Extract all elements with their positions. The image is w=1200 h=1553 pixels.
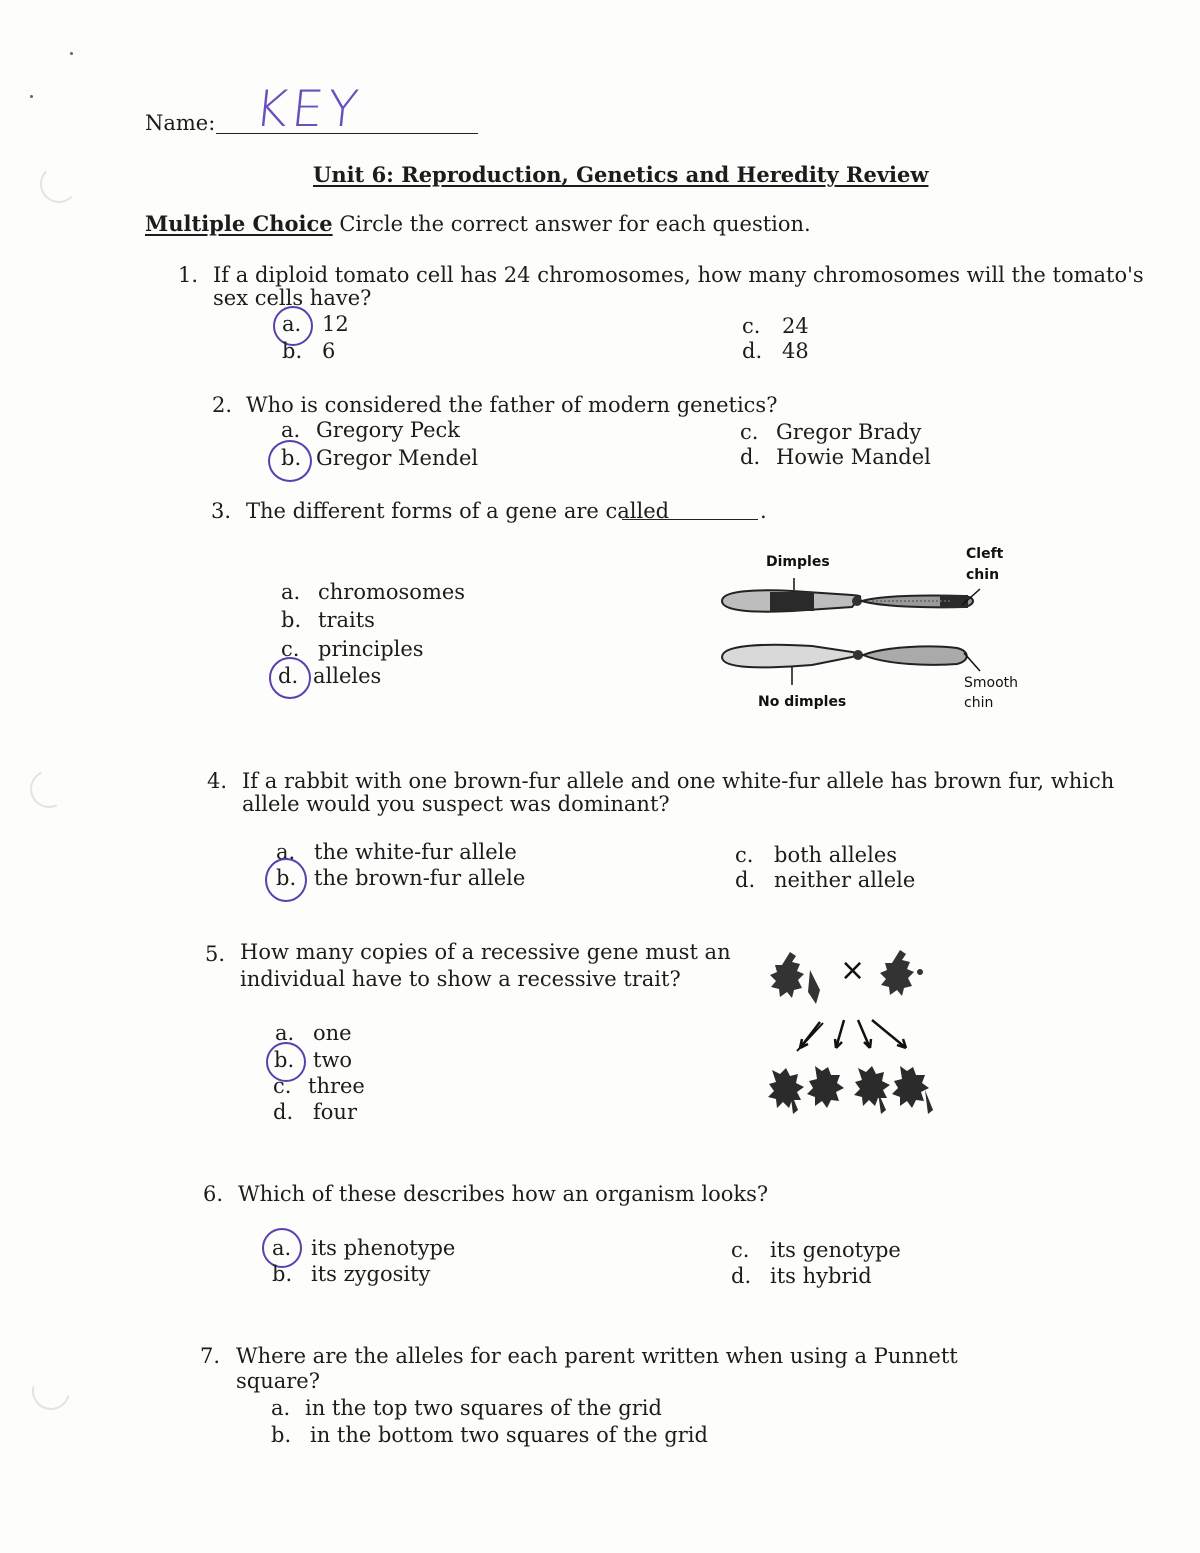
question-text: Who is considered the father of modern genetics? xyxy=(246,393,778,417)
punch-hole xyxy=(25,1365,77,1417)
option-letter[interactable]: a. xyxy=(275,1021,295,1045)
option-text[interactable]: Howie Mandel xyxy=(776,445,931,469)
question-text: How many copies of a recessive gene must an xyxy=(240,940,731,964)
option-letter[interactable]: b. xyxy=(282,339,303,363)
option-text[interactable]: its phenotype xyxy=(311,1236,456,1260)
option-letter[interactable]: b. xyxy=(281,608,302,632)
figure-label-chin: chin xyxy=(964,695,994,711)
option-letter[interactable]: b. xyxy=(281,446,302,470)
question-text: square? xyxy=(236,1369,320,1393)
option-text[interactable]: traits xyxy=(318,608,375,632)
option-text[interactable]: two xyxy=(313,1048,353,1072)
option-text[interactable]: alleles xyxy=(313,664,382,688)
option-text[interactable]: chromosomes xyxy=(318,580,466,604)
option-letter[interactable]: d. xyxy=(735,868,756,892)
option-letter[interactable]: c. xyxy=(281,637,300,661)
question-text: If a diploid tomato cell has 24 chromosomes, how many chromosomes will the tomato's xyxy=(213,263,1144,287)
option-letter[interactable]: d. xyxy=(740,445,761,469)
option-text[interactable]: Gregory Peck xyxy=(316,418,461,442)
option-text[interactable]: the brown-fur allele xyxy=(314,866,526,890)
option-text[interactable]: both alleles xyxy=(774,843,898,867)
figure-label-no-dimples: No dimples xyxy=(758,694,847,710)
option-letter[interactable]: d. xyxy=(731,1264,752,1288)
answer-circle xyxy=(265,858,307,902)
answer-circle xyxy=(268,440,312,482)
question-text: Where are the alleles for each parent written when using a Punnett xyxy=(236,1344,958,1368)
question-number: 2. xyxy=(212,393,233,417)
blank-period: . xyxy=(760,499,767,523)
option-text[interactable]: one xyxy=(313,1021,352,1045)
option-letter[interactable]: b. xyxy=(271,1423,292,1447)
option-letter[interactable]: d. xyxy=(278,664,299,688)
option-text[interactable]: 24 xyxy=(782,314,809,338)
instructions-line xyxy=(145,211,811,236)
option-letter[interactable]: a. xyxy=(271,1396,291,1420)
option-letter[interactable]: a. xyxy=(276,840,296,864)
punch-hole xyxy=(40,165,78,203)
option-text[interactable]: in the bottom two squares of the grid xyxy=(310,1423,708,1447)
page-title: Unit 6: Reproduction, Genetics and Heredity Review xyxy=(313,162,929,187)
option-letter[interactable]: a. xyxy=(281,418,301,442)
question-text: If a rabbit with one brown-fur allele and one white-fur allele has brown fur, which xyxy=(242,769,1115,793)
question-text: The different forms of a gene are called xyxy=(246,499,670,523)
answer-circle xyxy=(269,657,311,699)
figure-label-dimples: Dimples xyxy=(766,554,830,570)
option-letter[interactable]: a. xyxy=(272,1236,292,1260)
question-number: 3. xyxy=(211,499,232,523)
question-number: 7. xyxy=(200,1344,221,1368)
option-text[interactable]: 12 xyxy=(322,312,349,336)
punch-hole xyxy=(25,765,74,814)
answer-blank xyxy=(622,519,758,520)
chromosome-top xyxy=(722,590,973,611)
option-text[interactable]: its hybrid xyxy=(770,1264,872,1288)
option-text[interactable]: 48 xyxy=(782,339,809,363)
question-text: sex cells have? xyxy=(213,286,372,310)
scan-speck xyxy=(70,52,73,55)
question-text: allele would you suspect was dominant? xyxy=(242,792,670,816)
pointer-line xyxy=(964,653,980,671)
option-text[interactable]: neither allele xyxy=(774,868,916,892)
option-text[interactable]: Gregor Mendel xyxy=(316,446,479,470)
name-value[interactable]: KEY xyxy=(251,80,365,138)
figure-label-cleft: Cleft xyxy=(966,546,1004,562)
option-letter[interactable]: c. xyxy=(731,1238,750,1262)
option-letter[interactable]: a. xyxy=(282,312,302,336)
figure-label-chin: chin xyxy=(966,567,1000,583)
figure-label-smooth: Smooth xyxy=(964,675,1019,691)
option-letter[interactable]: a. xyxy=(281,580,301,604)
option-text[interactable]: in the top two squares of the grid xyxy=(305,1396,662,1420)
option-text[interactable]: its zygosity xyxy=(311,1262,431,1286)
option-text[interactable]: principles xyxy=(318,637,424,661)
name-label: Name: xyxy=(145,111,216,135)
offspring-plants xyxy=(768,1066,933,1114)
question-number: 1. xyxy=(178,263,199,287)
option-text[interactable]: its genotype xyxy=(770,1238,901,1262)
chromosome-bottom xyxy=(722,645,967,668)
option-text[interactable]: Gregor Brady xyxy=(776,420,922,444)
option-text[interactable]: four xyxy=(313,1100,357,1124)
section-label: Multiple Choice xyxy=(145,211,333,236)
option-letter[interactable]: c. xyxy=(735,843,754,867)
cross-symbol: × xyxy=(840,953,866,988)
parent-plant-left xyxy=(770,952,820,1004)
option-letter[interactable]: c. xyxy=(740,420,759,444)
option-letter[interactable]: b. xyxy=(276,866,297,890)
option-letter[interactable]: b. xyxy=(272,1262,293,1286)
question-number: 6. xyxy=(203,1182,224,1206)
scan-speck xyxy=(30,95,33,98)
instructions: Circle the correct answer for each question. xyxy=(339,212,811,236)
option-letter[interactable]: b. xyxy=(274,1048,295,1072)
question-number: 4. xyxy=(207,769,228,793)
parent-plant-right xyxy=(880,950,923,996)
question-text: individual have to show a recessive trait? xyxy=(240,967,681,991)
option-letter[interactable]: d. xyxy=(273,1100,294,1124)
option-letter[interactable]: c. xyxy=(273,1074,292,1098)
option-text[interactable]: three xyxy=(308,1074,365,1098)
question-text: Which of these describes how an organism looks? xyxy=(238,1182,769,1206)
option-letter[interactable]: c. xyxy=(742,314,761,338)
option-text[interactable]: 6 xyxy=(322,339,336,363)
option-letter[interactable]: d. xyxy=(742,339,763,363)
question-number: 5. xyxy=(205,942,226,966)
option-text[interactable]: the white-fur allele xyxy=(314,840,517,864)
